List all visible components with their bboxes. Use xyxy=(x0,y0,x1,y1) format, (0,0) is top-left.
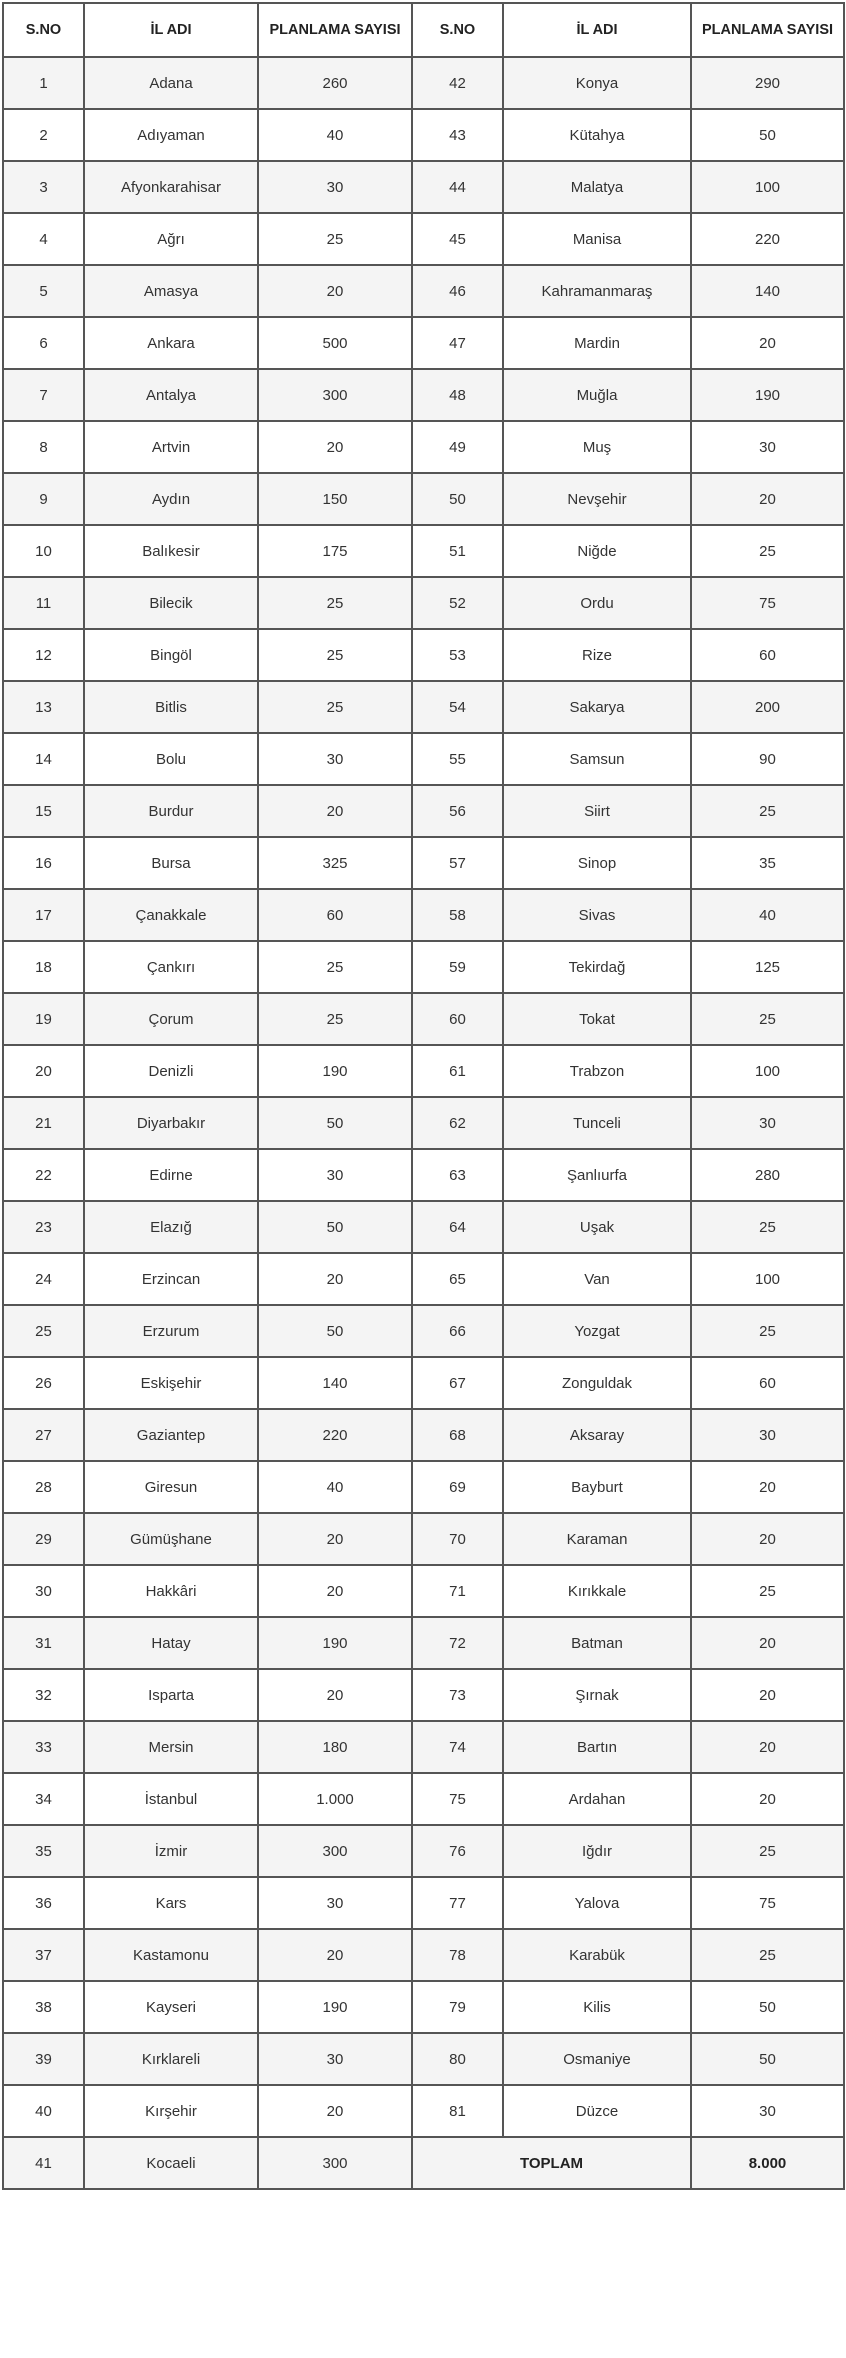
cell-il-adi: Muş xyxy=(503,421,691,473)
cell-il-adi: Bolu xyxy=(84,733,258,785)
cell-sno: 72 xyxy=(412,1617,503,1669)
cell-il-adi: Mersin xyxy=(84,1721,258,1773)
cell-planlama-sayisi: 35 xyxy=(691,837,844,889)
cell-sno: 64 xyxy=(412,1201,503,1253)
cell-il-adi: Kahramanmaraş xyxy=(503,265,691,317)
cell-planlama-sayisi: 90 xyxy=(691,733,844,785)
cell-sno: 39 xyxy=(3,2033,84,2085)
table-row xyxy=(3,1201,844,1253)
table-row xyxy=(3,57,844,109)
cell-sno: 75 xyxy=(412,1773,503,1825)
cell-sno: 32 xyxy=(3,1669,84,1721)
cell-planlama-sayisi: 20 xyxy=(258,2085,412,2137)
cell-il-adi: Bingöl xyxy=(84,629,258,681)
cell-il-adi: Batman xyxy=(503,1617,691,1669)
cell-planlama-sayisi: 25 xyxy=(691,785,844,837)
cell-il-adi: Mardin xyxy=(503,317,691,369)
cell-sno: 76 xyxy=(412,1825,503,1877)
table-row xyxy=(3,109,844,161)
cell-sno: 5 xyxy=(3,265,84,317)
cell-sno: 15 xyxy=(3,785,84,837)
table-row xyxy=(3,317,844,369)
cell-il-adi: Çankırı xyxy=(84,941,258,993)
cell-il-adi: Eskişehir xyxy=(84,1357,258,1409)
cell-il-adi: Ardahan xyxy=(503,1773,691,1825)
cell-sno: 55 xyxy=(412,733,503,785)
table-row xyxy=(3,1773,844,1825)
cell-sno: 40 xyxy=(3,2085,84,2137)
cell-sno: 70 xyxy=(412,1513,503,1565)
cell-sno: 78 xyxy=(412,1929,503,1981)
cell-planlama-sayisi: 20 xyxy=(691,1721,844,1773)
cell-planlama-sayisi: 125 xyxy=(691,941,844,993)
cell-il-adi: Tokat xyxy=(503,993,691,1045)
cell-planlama-sayisi: 100 xyxy=(691,161,844,213)
cell-planlama-sayisi: 300 xyxy=(258,1825,412,1877)
cell-planlama-sayisi: 75 xyxy=(691,1877,844,1929)
cell-il-adi: Edirne xyxy=(84,1149,258,1201)
cell-sno: 79 xyxy=(412,1981,503,2033)
cell-sno: 46 xyxy=(412,265,503,317)
cell-sno: 44 xyxy=(412,161,503,213)
cell-il-adi: Hakkâri xyxy=(84,1565,258,1617)
header-sno-left: S.NO xyxy=(3,3,84,57)
cell-planlama-sayisi: 20 xyxy=(258,421,412,473)
cell-il-adi: Sakarya xyxy=(503,681,691,733)
cell-il-adi: Siirt xyxy=(503,785,691,837)
cell-sno: 45 xyxy=(412,213,503,265)
header-planlama-sayisi-right: PLANLAMA SAYISI xyxy=(691,3,844,57)
table-row xyxy=(3,369,844,421)
table-row xyxy=(3,1357,844,1409)
table-row xyxy=(3,1513,844,1565)
cell-planlama-sayisi: 140 xyxy=(691,265,844,317)
cell-il-adi: Şırnak xyxy=(503,1669,691,1721)
cell-il-adi: Nevşehir xyxy=(503,473,691,525)
table-row xyxy=(3,577,844,629)
cell-il-adi: Burdur xyxy=(84,785,258,837)
cell-planlama-sayisi: 30 xyxy=(691,1097,844,1149)
cell-sno: 77 xyxy=(412,1877,503,1929)
cell-sno: 71 xyxy=(412,1565,503,1617)
cell-sno: 28 xyxy=(3,1461,84,1513)
cell-planlama-sayisi: 325 xyxy=(258,837,412,889)
cell-planlama-sayisi: 30 xyxy=(258,1877,412,1929)
cell-il-adi: Kocaeli xyxy=(84,2137,258,2189)
cell-il-adi: Artvin xyxy=(84,421,258,473)
table-row xyxy=(3,993,844,1045)
cell-il-adi: Bilecik xyxy=(84,577,258,629)
cell-sno: 29 xyxy=(3,1513,84,1565)
cell-il-adi: Iğdır xyxy=(503,1825,691,1877)
cell-il-adi: Erzincan xyxy=(84,1253,258,1305)
cell-planlama-sayisi: 300 xyxy=(258,369,412,421)
cell-sno: 60 xyxy=(412,993,503,1045)
cell-sno: 58 xyxy=(412,889,503,941)
table-row xyxy=(3,941,844,993)
cell-il-adi: Zonguldak xyxy=(503,1357,691,1409)
cell-il-adi: Denizli xyxy=(84,1045,258,1097)
cell-planlama-sayisi: 280 xyxy=(691,1149,844,1201)
cell-planlama-sayisi: 20 xyxy=(258,1669,412,1721)
table-row xyxy=(3,421,844,473)
cell-sno: 20 xyxy=(3,1045,84,1097)
cell-sno: 49 xyxy=(412,421,503,473)
cell-planlama-sayisi: 100 xyxy=(691,1045,844,1097)
cell-il-adi: Diyarbakır xyxy=(84,1097,258,1149)
cell-sno: 43 xyxy=(412,109,503,161)
table-row xyxy=(3,1253,844,1305)
cell-planlama-sayisi: 50 xyxy=(258,1201,412,1253)
cell-sno: 18 xyxy=(3,941,84,993)
table-row xyxy=(3,889,844,941)
cell-planlama-sayisi: 30 xyxy=(258,733,412,785)
cell-planlama-sayisi: 190 xyxy=(258,1981,412,2033)
table-row xyxy=(3,1149,844,1201)
cell-planlama-sayisi: 190 xyxy=(258,1045,412,1097)
cell-il-adi: Hatay xyxy=(84,1617,258,1669)
cell-planlama-sayisi: 60 xyxy=(691,629,844,681)
table-row xyxy=(3,525,844,577)
cell-planlama-sayisi: 20 xyxy=(258,1565,412,1617)
cell-il-adi: Kütahya xyxy=(503,109,691,161)
cell-planlama-sayisi: 175 xyxy=(258,525,412,577)
cell-sno: 33 xyxy=(3,1721,84,1773)
table-row xyxy=(3,161,844,213)
cell-planlama-sayisi: 20 xyxy=(691,317,844,369)
cell-il-adi: Şanlıurfa xyxy=(503,1149,691,1201)
cell-sno: 63 xyxy=(412,1149,503,1201)
cell-sno: 16 xyxy=(3,837,84,889)
cell-planlama-sayisi: 20 xyxy=(258,1929,412,1981)
cell-il-adi: Malatya xyxy=(503,161,691,213)
cell-sno: 23 xyxy=(3,1201,84,1253)
cell-planlama-sayisi: 40 xyxy=(258,109,412,161)
cell-sno: 61 xyxy=(412,1045,503,1097)
header-sno-right: S.NO xyxy=(412,3,503,57)
cell-il-adi: Afyonkarahisar xyxy=(84,161,258,213)
cell-sno: 31 xyxy=(3,1617,84,1669)
cell-sno: 68 xyxy=(412,1409,503,1461)
cell-planlama-sayisi: 25 xyxy=(258,681,412,733)
cell-il-adi: Osmaniye xyxy=(503,2033,691,2085)
cell-il-adi: Çanakkale xyxy=(84,889,258,941)
table-row xyxy=(3,1721,844,1773)
cell-sno: 35 xyxy=(3,1825,84,1877)
table-row xyxy=(3,473,844,525)
cell-il-adi: Balıkesir xyxy=(84,525,258,577)
planning-table xyxy=(2,2,845,2190)
cell-sno: 47 xyxy=(412,317,503,369)
cell-il-adi: Sinop xyxy=(503,837,691,889)
cell-planlama-sayisi: 190 xyxy=(691,369,844,421)
cell-il-adi: Uşak xyxy=(503,1201,691,1253)
cell-planlama-sayisi: 20 xyxy=(691,1773,844,1825)
cell-il-adi: Isparta xyxy=(84,1669,258,1721)
cell-il-adi: Yalova xyxy=(503,1877,691,1929)
cell-planlama-sayisi: 25 xyxy=(691,1929,844,1981)
cell-planlama-sayisi: 20 xyxy=(691,1513,844,1565)
cell-il-adi: Düzce xyxy=(503,2085,691,2137)
cell-il-adi: Gaziantep xyxy=(84,1409,258,1461)
cell-sno: 62 xyxy=(412,1097,503,1149)
cell-il-adi: Amasya xyxy=(84,265,258,317)
cell-planlama-sayisi: 30 xyxy=(258,1149,412,1201)
table-row xyxy=(3,785,844,837)
cell-planlama-sayisi: 50 xyxy=(258,1305,412,1357)
cell-sno: 74 xyxy=(412,1721,503,1773)
header-il-adi-left: İL ADI xyxy=(84,3,258,57)
cell-planlama-sayisi: 40 xyxy=(691,889,844,941)
cell-sno: 11 xyxy=(3,577,84,629)
cell-il-adi: Kars xyxy=(84,1877,258,1929)
cell-sno: 38 xyxy=(3,1981,84,2033)
cell-planlama-sayisi: 20 xyxy=(258,785,412,837)
cell-planlama-sayisi: 50 xyxy=(691,2033,844,2085)
header-planlama-sayisi-left: PLANLAMA SAYISI xyxy=(258,3,412,57)
cell-sno: 81 xyxy=(412,2085,503,2137)
cell-sno: 26 xyxy=(3,1357,84,1409)
cell-planlama-sayisi: 60 xyxy=(691,1357,844,1409)
cell-il-adi: Giresun xyxy=(84,1461,258,1513)
cell-il-adi: İstanbul xyxy=(84,1773,258,1825)
cell-il-adi: Bayburt xyxy=(503,1461,691,1513)
cell-planlama-sayisi: 30 xyxy=(258,2033,412,2085)
cell-planlama-sayisi: 25 xyxy=(691,1565,844,1617)
table-row xyxy=(3,1617,844,1669)
cell-planlama-sayisi: 220 xyxy=(691,213,844,265)
cell-sno: 9 xyxy=(3,473,84,525)
cell-planlama-sayisi: 290 xyxy=(691,57,844,109)
cell-sno: 7 xyxy=(3,369,84,421)
cell-sno: 30 xyxy=(3,1565,84,1617)
cell-il-adi: Elazığ xyxy=(84,1201,258,1253)
cell-sno: 24 xyxy=(3,1253,84,1305)
cell-planlama-sayisi: 50 xyxy=(258,1097,412,1149)
cell-il-adi: Samsun xyxy=(503,733,691,785)
cell-il-adi: Rize xyxy=(503,629,691,681)
cell-planlama-sayisi: 500 xyxy=(258,317,412,369)
cell-il-adi: Gümüşhane xyxy=(84,1513,258,1565)
cell-sno: 22 xyxy=(3,1149,84,1201)
cell-sno: 19 xyxy=(3,993,84,1045)
table-row xyxy=(3,1045,844,1097)
cell-il-adi: Aksaray xyxy=(503,1409,691,1461)
cell-sno: 52 xyxy=(412,577,503,629)
cell-sno: 59 xyxy=(412,941,503,993)
cell-il-adi: Tunceli xyxy=(503,1097,691,1149)
cell-il-adi: Manisa xyxy=(503,213,691,265)
cell-il-adi: Trabzon xyxy=(503,1045,691,1097)
cell-planlama-sayisi: 30 xyxy=(258,161,412,213)
total-value: 8.000 xyxy=(691,2137,844,2189)
table-row xyxy=(3,1409,844,1461)
cell-il-adi: Çorum xyxy=(84,993,258,1045)
cell-planlama-sayisi: 100 xyxy=(691,1253,844,1305)
cell-sno: 42 xyxy=(412,57,503,109)
table-row xyxy=(3,1877,844,1929)
table-row xyxy=(3,2085,844,2137)
table-total-row xyxy=(3,2137,844,2189)
cell-planlama-sayisi: 75 xyxy=(691,577,844,629)
planning-table-container xyxy=(2,2,843,2190)
cell-sno: 10 xyxy=(3,525,84,577)
cell-sno: 69 xyxy=(412,1461,503,1513)
table-row xyxy=(3,1929,844,1981)
cell-il-adi: Niğde xyxy=(503,525,691,577)
cell-planlama-sayisi: 220 xyxy=(258,1409,412,1461)
cell-sno: 54 xyxy=(412,681,503,733)
cell-planlama-sayisi: 20 xyxy=(258,265,412,317)
cell-sno: 66 xyxy=(412,1305,503,1357)
table-row xyxy=(3,265,844,317)
cell-planlama-sayisi: 30 xyxy=(691,421,844,473)
cell-il-adi: Yozgat xyxy=(503,1305,691,1357)
table-row xyxy=(3,837,844,889)
table-row xyxy=(3,1305,844,1357)
table-row xyxy=(3,681,844,733)
cell-planlama-sayisi: 25 xyxy=(258,213,412,265)
cell-planlama-sayisi: 20 xyxy=(691,1617,844,1669)
cell-sno: 41 xyxy=(3,2137,84,2189)
cell-planlama-sayisi: 25 xyxy=(691,525,844,577)
table-row xyxy=(3,2033,844,2085)
cell-planlama-sayisi: 25 xyxy=(691,993,844,1045)
cell-sno: 48 xyxy=(412,369,503,421)
cell-sno: 53 xyxy=(412,629,503,681)
cell-sno: 8 xyxy=(3,421,84,473)
cell-sno: 56 xyxy=(412,785,503,837)
cell-sno: 34 xyxy=(3,1773,84,1825)
cell-planlama-sayisi: 190 xyxy=(258,1617,412,1669)
cell-planlama-sayisi: 25 xyxy=(258,629,412,681)
cell-il-adi: Kayseri xyxy=(84,1981,258,2033)
cell-il-adi: Konya xyxy=(503,57,691,109)
table-row xyxy=(3,1981,844,2033)
table-row xyxy=(3,1097,844,1149)
total-label: TOPLAM xyxy=(412,2137,691,2189)
cell-sno: 1 xyxy=(3,57,84,109)
cell-il-adi: Kilis xyxy=(503,1981,691,2033)
cell-planlama-sayisi: 260 xyxy=(258,57,412,109)
table-row xyxy=(3,733,844,785)
cell-sno: 4 xyxy=(3,213,84,265)
cell-il-adi: Kırıkkale xyxy=(503,1565,691,1617)
cell-sno: 12 xyxy=(3,629,84,681)
cell-il-adi: Sivas xyxy=(503,889,691,941)
cell-planlama-sayisi: 25 xyxy=(258,993,412,1045)
cell-planlama-sayisi: 20 xyxy=(691,1461,844,1513)
cell-sno: 73 xyxy=(412,1669,503,1721)
cell-sno: 17 xyxy=(3,889,84,941)
cell-sno: 27 xyxy=(3,1409,84,1461)
cell-sno: 67 xyxy=(412,1357,503,1409)
cell-planlama-sayisi: 30 xyxy=(691,2085,844,2137)
cell-sno: 37 xyxy=(3,1929,84,1981)
table-row xyxy=(3,1565,844,1617)
cell-sno: 2 xyxy=(3,109,84,161)
cell-sno: 65 xyxy=(412,1253,503,1305)
cell-planlama-sayisi: 50 xyxy=(691,1981,844,2033)
cell-planlama-sayisi: 140 xyxy=(258,1357,412,1409)
cell-il-adi: Aydın xyxy=(84,473,258,525)
cell-planlama-sayisi: 25 xyxy=(258,577,412,629)
cell-sno: 6 xyxy=(3,317,84,369)
cell-planlama-sayisi: 200 xyxy=(691,681,844,733)
cell-il-adi: Ordu xyxy=(503,577,691,629)
cell-il-adi: Adana xyxy=(84,57,258,109)
cell-sno: 80 xyxy=(412,2033,503,2085)
cell-il-adi: Tekirdağ xyxy=(503,941,691,993)
cell-il-adi: Erzurum xyxy=(84,1305,258,1357)
cell-sno: 57 xyxy=(412,837,503,889)
cell-planlama-sayisi: 25 xyxy=(691,1305,844,1357)
cell-planlama-sayisi: 300 xyxy=(258,2137,412,2189)
cell-planlama-sayisi: 180 xyxy=(258,1721,412,1773)
cell-il-adi: Ankara xyxy=(84,317,258,369)
cell-sno: 50 xyxy=(412,473,503,525)
cell-planlama-sayisi: 25 xyxy=(691,1825,844,1877)
cell-sno: 21 xyxy=(3,1097,84,1149)
cell-il-adi: Kırşehir xyxy=(84,2085,258,2137)
table-row xyxy=(3,629,844,681)
cell-il-adi: Ağrı xyxy=(84,213,258,265)
cell-il-adi: Kırklareli xyxy=(84,2033,258,2085)
table-body xyxy=(3,57,844,2189)
cell-sno: 3 xyxy=(3,161,84,213)
cell-planlama-sayisi: 50 xyxy=(691,109,844,161)
cell-planlama-sayisi: 25 xyxy=(258,941,412,993)
cell-sno: 14 xyxy=(3,733,84,785)
cell-il-adi: Karabük xyxy=(503,1929,691,1981)
cell-il-adi: Bursa xyxy=(84,837,258,889)
cell-planlama-sayisi: 20 xyxy=(691,473,844,525)
cell-il-adi: Adıyaman xyxy=(84,109,258,161)
cell-planlama-sayisi: 1.000 xyxy=(258,1773,412,1825)
cell-planlama-sayisi: 60 xyxy=(258,889,412,941)
table-header-row xyxy=(3,3,844,57)
cell-planlama-sayisi: 150 xyxy=(258,473,412,525)
cell-planlama-sayisi: 20 xyxy=(258,1513,412,1565)
table-row xyxy=(3,213,844,265)
cell-sno: 51 xyxy=(412,525,503,577)
cell-il-adi: Kastamonu xyxy=(84,1929,258,1981)
cell-il-adi: İzmir xyxy=(84,1825,258,1877)
header-il-adi-right: İL ADI xyxy=(503,3,691,57)
cell-sno: 25 xyxy=(3,1305,84,1357)
cell-il-adi: Karaman xyxy=(503,1513,691,1565)
cell-sno: 36 xyxy=(3,1877,84,1929)
cell-sno: 13 xyxy=(3,681,84,733)
cell-planlama-sayisi: 25 xyxy=(691,1201,844,1253)
table-row xyxy=(3,1669,844,1721)
cell-il-adi: Bartın xyxy=(503,1721,691,1773)
cell-planlama-sayisi: 20 xyxy=(691,1669,844,1721)
cell-il-adi: Bitlis xyxy=(84,681,258,733)
cell-il-adi: Van xyxy=(503,1253,691,1305)
cell-planlama-sayisi: 40 xyxy=(258,1461,412,1513)
cell-planlama-sayisi: 30 xyxy=(691,1409,844,1461)
cell-planlama-sayisi: 20 xyxy=(258,1253,412,1305)
table-row xyxy=(3,1825,844,1877)
cell-il-adi: Antalya xyxy=(84,369,258,421)
cell-il-adi: Muğla xyxy=(503,369,691,421)
table-row xyxy=(3,1461,844,1513)
